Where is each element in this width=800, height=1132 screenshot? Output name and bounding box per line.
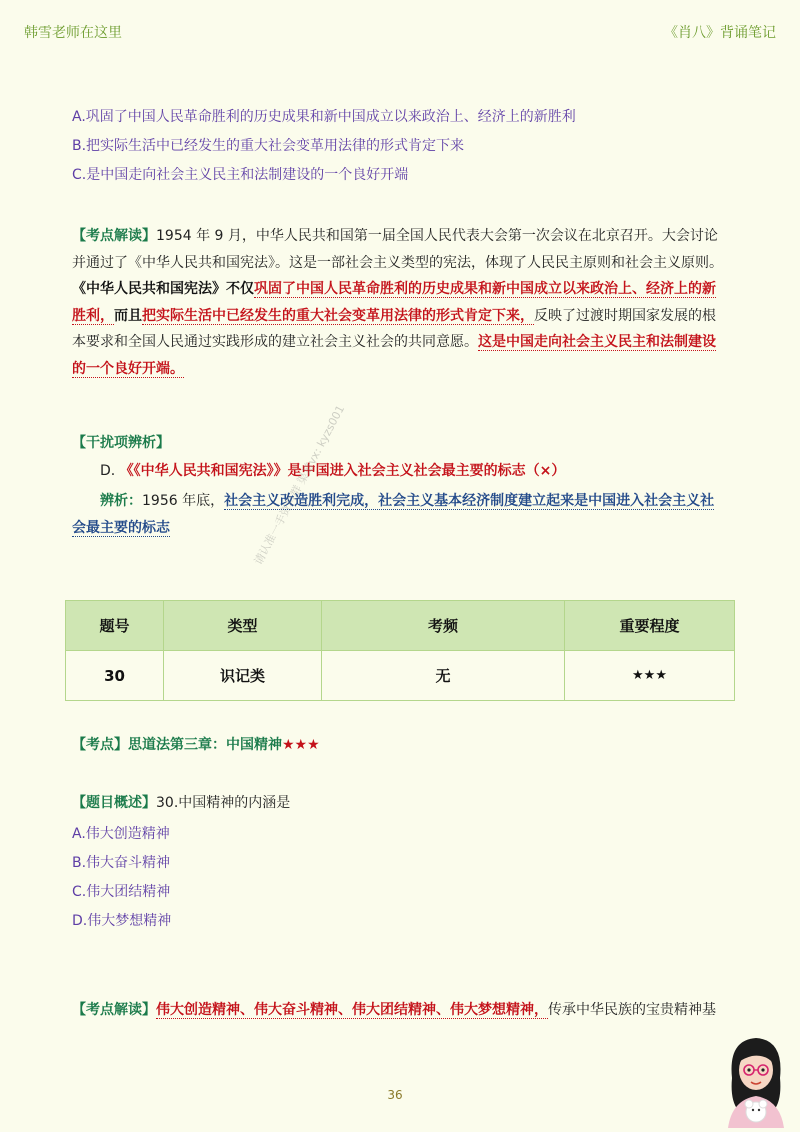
header-left-title: 韩雪老师在这里 bbox=[24, 25, 122, 41]
highlight-red-3: 这是中国走向社会主义民主和法制建设的一个良好开端。 bbox=[72, 334, 716, 377]
kaodian-jiedu-2-red: 伟大创造精神、伟大奋斗精神、伟大团结精神、伟大梦想精神， bbox=[156, 1002, 548, 1018]
para-text-2: 不仅 bbox=[226, 281, 254, 297]
kaodian-jiedu-tag: 【考点解读】 bbox=[72, 228, 156, 244]
q-option-c: C.伟大团结精神 bbox=[72, 884, 171, 900]
cell-importance-stars: ★★★ bbox=[565, 651, 735, 701]
kaodian-stars: ★★★ bbox=[282, 737, 320, 753]
kaodian-line bbox=[72, 732, 728, 759]
ganrao-d-text: 《《中华人民共和国宪法》》是中国进入社会主义社会最主要的标志（×） bbox=[119, 463, 566, 479]
page-number: 36 bbox=[387, 1088, 403, 1102]
bianxi-label: 辨析： bbox=[100, 493, 142, 509]
header-cell-number: 题号 bbox=[66, 601, 164, 651]
highlight-red-1: 巩固了中国人民革命胜利的历史成果和新中国成立以来政治上、经济上的新胜利， bbox=[72, 281, 716, 324]
watermark-text: 请认准一手资料群 渠道vx: kyzs001 bbox=[251, 403, 348, 568]
option-b: B.把实际生活中已经发生的重大社会变革用法律的形式肯定下来 bbox=[72, 138, 465, 154]
timu-tag: 【题目概述】 bbox=[72, 795, 156, 811]
kaodian-tag: 【考点】 bbox=[72, 737, 128, 753]
table-header-row bbox=[66, 601, 735, 651]
header-cell-type: 类型 bbox=[164, 601, 322, 651]
table-row bbox=[66, 651, 735, 701]
bianxi-paragraph bbox=[72, 488, 728, 541]
option-a: A.巩固了中国人民革命胜利的历史成果和新中国成立以来政治上、经济上的新胜利 bbox=[72, 109, 576, 125]
q-option-b: B.伟大奋斗精神 bbox=[72, 855, 171, 871]
kaodian-jiedu-2-text: 传承中华民族的宝贵精神基 bbox=[548, 1002, 716, 1018]
kaodian-jiedu-2-tag: 【考点解读】 bbox=[72, 1002, 156, 1018]
highlight-red-2: 把实际生活中已经发生的重大社会变革用法律的形式肯定下来， bbox=[142, 307, 534, 324]
para-text-3: 而且 bbox=[114, 307, 142, 324]
para-text-4: 反映了过渡时期国家发展的根本要求和全国人民通过实践形成的建立社会主义社会的共同意愿。 bbox=[72, 307, 716, 350]
question-text: 30.中国精神的内涵是 bbox=[156, 795, 291, 811]
header-right-title: 《肖八》背诵笔记 bbox=[664, 25, 776, 41]
q-option-d: D.伟大梦想精神 bbox=[72, 913, 172, 929]
ganrao-tag bbox=[72, 430, 728, 457]
kaodian-jiedu-2 bbox=[72, 997, 728, 1024]
ganrao-option-d bbox=[100, 458, 720, 485]
teacher-avatar-icon bbox=[722, 1030, 790, 1128]
cell-frequency: 无 bbox=[322, 651, 565, 701]
ganrao-d-prefix: D. bbox=[100, 463, 116, 479]
constitution-title: 《中华人民共和国宪法》 bbox=[72, 281, 226, 297]
para-text-1: 1954 年 9 月，中华人民共和国第一届全国人民代表大会第一次会议在北京召开。大会讨论并通过了《中华人民共和国宪法》。这是一部社会主义类型的宪法，体现了人民民主原则和社会主义原则。 bbox=[72, 228, 723, 271]
bianxi-blue-highlight: 社会主义改造胜利完成，社会主义基本经济制度建立起来是中国进入社会主义社会最主要的标志 bbox=[72, 493, 715, 536]
question-info-table bbox=[65, 600, 735, 701]
cell-type: 识记类 bbox=[164, 651, 322, 701]
q-option-a: A.伟大创造精神 bbox=[72, 826, 170, 842]
kaodian-topic: 思道法第三章：中国精神 bbox=[128, 737, 282, 753]
timu-line bbox=[72, 790, 728, 817]
option-c: C.是中国走向社会主义民主和法制建设的一个良好开端 bbox=[72, 167, 409, 183]
bianxi-text: 1956 年底， bbox=[142, 493, 225, 509]
header-cell-importance: 重要程度 bbox=[565, 601, 735, 651]
cell-number: 30 bbox=[66, 651, 164, 701]
kaodian-jiedu-paragraph bbox=[72, 223, 728, 382]
ganrao-tag-text: 【干扰项辨析】 bbox=[72, 435, 170, 451]
header-cell-frequency: 考频 bbox=[322, 601, 565, 651]
